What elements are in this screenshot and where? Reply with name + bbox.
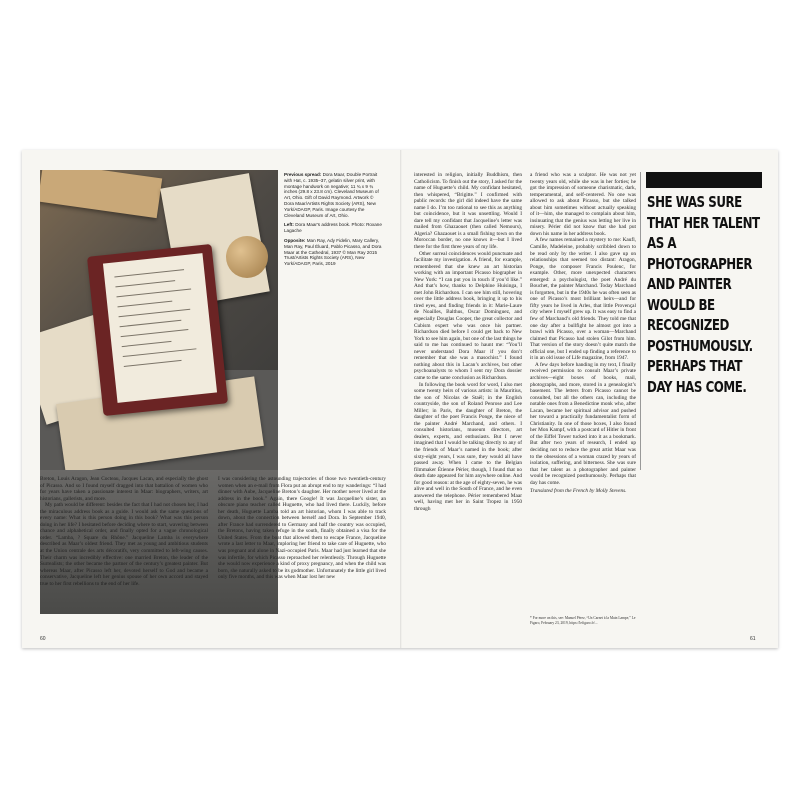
paragraph: In following the book word for word, I also met some twenty heirs of various artists: in Mauritius, the son of Nicolas de Staël; in the English countryside, the son of Roland Penrose and Lee Miller; in Paris, the daughter of Breton, the daughter of the poet Francis Ponge, the niece of the painter André Marchand, and others. I consulted historians, museum directors, art dealers, experts, and enthusiasts. But I never imagined that I would be talking directly to any of the friends of Maar’s named in the book; after sixty-eight years, I was sure, they would all have passed away. When I came to the Belgian filmmaker Étienne Périer, though, I found that no death date appeared for him anywhere online. And for good reason: at the age of eighty-seven, he was alive and well in the South of France, and he even answered the telephone. Périer remembered Maar well, having met her in Saint Tropez in 1950 through xyxy=(414,381,522,512)
magazine-spread xyxy=(22,150,778,648)
pull-quote: SHE WAS SURE THAT HER TALENT AS A PHOTOGRAPHER AND PAINTER WOULD BE RECOGNIZED POSTHUMOUSLY. PERHAPS THAT DAY HAS COME. xyxy=(647,193,760,396)
page-number-right: 61 xyxy=(750,636,756,642)
body-column-4 xyxy=(530,172,636,612)
paragraph: a friend who was a sculptor. He was not yet twenty years old, while she was in her forties; he got the impression of someone charismatic, dark, temperamental, and self-centered. No one was allowed to ask about Picasso, but she talked about him sometimes without actually speaking of it—him, she managed to complain about him, insinuating that the genius was letting her live in misery. Périer did not know that she had put down his name in her address book. xyxy=(530,172,636,237)
caption-left: Left: Dora Maar's address book. Photo: Roxane Lagache xyxy=(284,222,382,234)
paragraph: I was considering the astounding trajectories of those two twentieth-century women when an e-mail from Flora put an abrupt end to my wanderings: “I had dinner with Aube, Jacqueline Breton’s daughter. Her mother never lived at the address in the book.” Again, there Google! It was Jacqueline’s sister, an obscure piano teacher called Huguette, who had lived there. Luckily, before her death, Huguette Lamba told an art historian, whom I was able to track down, about the connection between herself and Dora. In September 1940, after France had surrendered to Germany and half the country was occupied, the Bretons, having taken refuge in the south, finally obtained a visa for the United States. From the boat that allowed them to escape France, Jacqueline wrote a last letter to Maar, imploring her friend to take care of Huguette, who was pregnant and alone in Nazi-occupied Paris. Maar had just learned that she was infertile, for which Picasso reproached her relentlessly. Through Huguette she would now experience a kind of proxy pregnancy, and when the child was born, she naturally asked to be its godmother. Unfortunately the little girl lived only five months, and this was when Maar lost her new xyxy=(218,476,386,581)
column-rule xyxy=(640,172,641,470)
paragraph: interested in religion, initially Buddhism, then Catholicism. To finish out the story, I asked for the name of Huguette’s child. My confidant hesitated, then whispered, “Brigitte.” I confirmed with public records: the girl did indeed have the same name I do. I’m too rational to see this as anything but coincidence, but it was unsettling. Would I dare tell my confidant that Jacqueline’s letter was mailed from Ghazaouet (then called Nemours), Algeria? Ghazaouet is a small fishing town on the Moroccan border, no one knows it—but I lived there for the first three years of my life. xyxy=(414,172,522,251)
caption-opposite: Opposite: Man Ray, Ady Fidelin, Mary Callery, Man Ray, Paul Éluard, Pablo Picasso, and Dora Maar at the Cathedral, 1937 © Man Ray 2015 Trust/Artists Rights Society (ARS), New York/ADAGP, Paris, 2019 xyxy=(284,237,382,267)
paragraph: A few names remained a mystery to me: Kaufl, Camille, Madeleine, probably scribbled down to be read only by the writer. I also gave up on relationships that seemed too distant: Aragon, Ponge, the composer Francis Poulenc, for example. Other, more unexpected characters emerged: a psychologist, the poet André du Bouchet, the painter Marchand. Today Marchand is forgotten, but in the 1940s he was often seen as one of Picasso’s most brilliant heirs—and for fifty years he lived in Arles, that little Provençal city where I myself grew up. It was easy to find a few of Marchand’s old friends. They told me that one day after a bullfight he almost got into a brawl with Picasso, over a woman—Marchand claimed that Picasso had stolen Gilot from him. That version of the story doesn’t quite match the official one, but I ended up finding a reference to it in an old issue of Life magazine, from 1947. xyxy=(530,237,636,362)
paragraph: A few days before handing in my text, I finally received permission to consult Maar’s private archives—eight boxes of books, mail, photographs, and more, stored in a genealogist’s basement. The letters from Picasso cannot be consulted, but all the others can, including the notable ones from a Benedictine monk who, after Lacan, became her spiritual advisor and pushed her toward a practically fundamentalist form of Christianity. In one of those boxes, I also found her Mon Kampf, with a postcard of Hitler in front of the Eiffel Tower tucked into it as a bookmark. But after two years of research, I ended up deciding not to reduce the great artist Maar was to the obsessions of a woman crazed by years of isolation, suffering, and bitterness. She was sure that her talent as a photographer and painter would be recognized posthumously. Perhaps that day has come. xyxy=(530,361,636,486)
gutter-shadow xyxy=(400,150,402,648)
paragraph: Breton, Louis Aragon, Jean Cocteau, Jacques Lacan, and especially the ghost of Picasso. And so I found myself dragged into that battalion of women who for years have taken a passionate interest in Maar: biographers, writers, art historians, gallerists, and more. xyxy=(40,476,208,502)
pull-quote-bar xyxy=(646,172,762,188)
footnote: * For more on this, see: Manuel Pérez, “Un Carnet à la Main Lampe,” Le Figaro, February 23, 2019, https://lefigaro.fr/... xyxy=(530,616,636,625)
body-column-1 xyxy=(40,476,208,626)
address-book-pages xyxy=(103,253,217,403)
photo-sphere xyxy=(226,236,268,278)
translator-credit: Translated from the French by Molly Stevens. xyxy=(530,488,627,495)
paragraph: Other surreal coincidences would punctuate and facilitate my investigation. A friend, for example, remembered that she knew an art historian working with an important Picasso biographer in New York: “I can put you in touch if you’d like.” And that’s how, thanks to Delphine Huisinga, I met John Richardson. I can see him still, hovering over the little address book, bringing it up to his tired eyes, and finding friends in it: Marie-Laure de Noailles, Balthus, Oscar Domínguez, and especially Douglas Cooper, the great collector and Cubism expert who was once his partner. Richardson died before I could get back to New York to see him again, but one of the last things he said to me has continued to haunt me: “You’ll never understand Dora Maar if you don’t remember that she was a masochist.” I found nothing about this in Lacan’s archives, but other psychoanalysts to whom I sent my Dora dossier came to the same conclusion as Richardson. xyxy=(414,250,522,381)
photo-captions xyxy=(284,172,384,271)
body-column-2 xyxy=(218,476,386,626)
paragraph: My path would be different: besides the fact that I had not chosen her, I had the miraculous address book as a guide. I would ask the same questions of every name: What is this person doing in this book? What was this person doing in her life? I hesitated before deciding where to start, wavering between chance and alphabetical order, and finally opted for a vague chronological order. “Lamba, ? Square du Rhône.” Jacqueline Lamba is everywhere described as Maar’s oldest friend. They met as young and ambitious students at the Union centrale des arts décoratifs, very committed to left-wing causes. Their charm was incredibly effective: one married Breton, the leader of the Surrealists; the other became the partner of the century’s greatest painter. But whereas Maar, after Picasso left her, devoted herself to God and became a conservative, Jacqueline left her genius spouse of her own accord and stayed true to her first rebellions to the end of her life. xyxy=(40,502,208,587)
caption-previous: Previous spread: Dora Maar, Double Portrait with Hat, c. 1935–37, gelatin silver print, with montage handwork on negative; 11 ¾ x 9 ¾ inches (29.8 x 23.8 cm). Cleveland Museum of Art, Ohio. Gift of David Raymond. Artwork © Dora Maar/Artists Rights Society (ARS), New York/ADAGP, Paris. Image courtesy the Cleveland Museum of Art, Ohio. xyxy=(284,172,379,218)
body-column-3 xyxy=(414,172,522,628)
page-number-left: 60 xyxy=(40,636,46,642)
